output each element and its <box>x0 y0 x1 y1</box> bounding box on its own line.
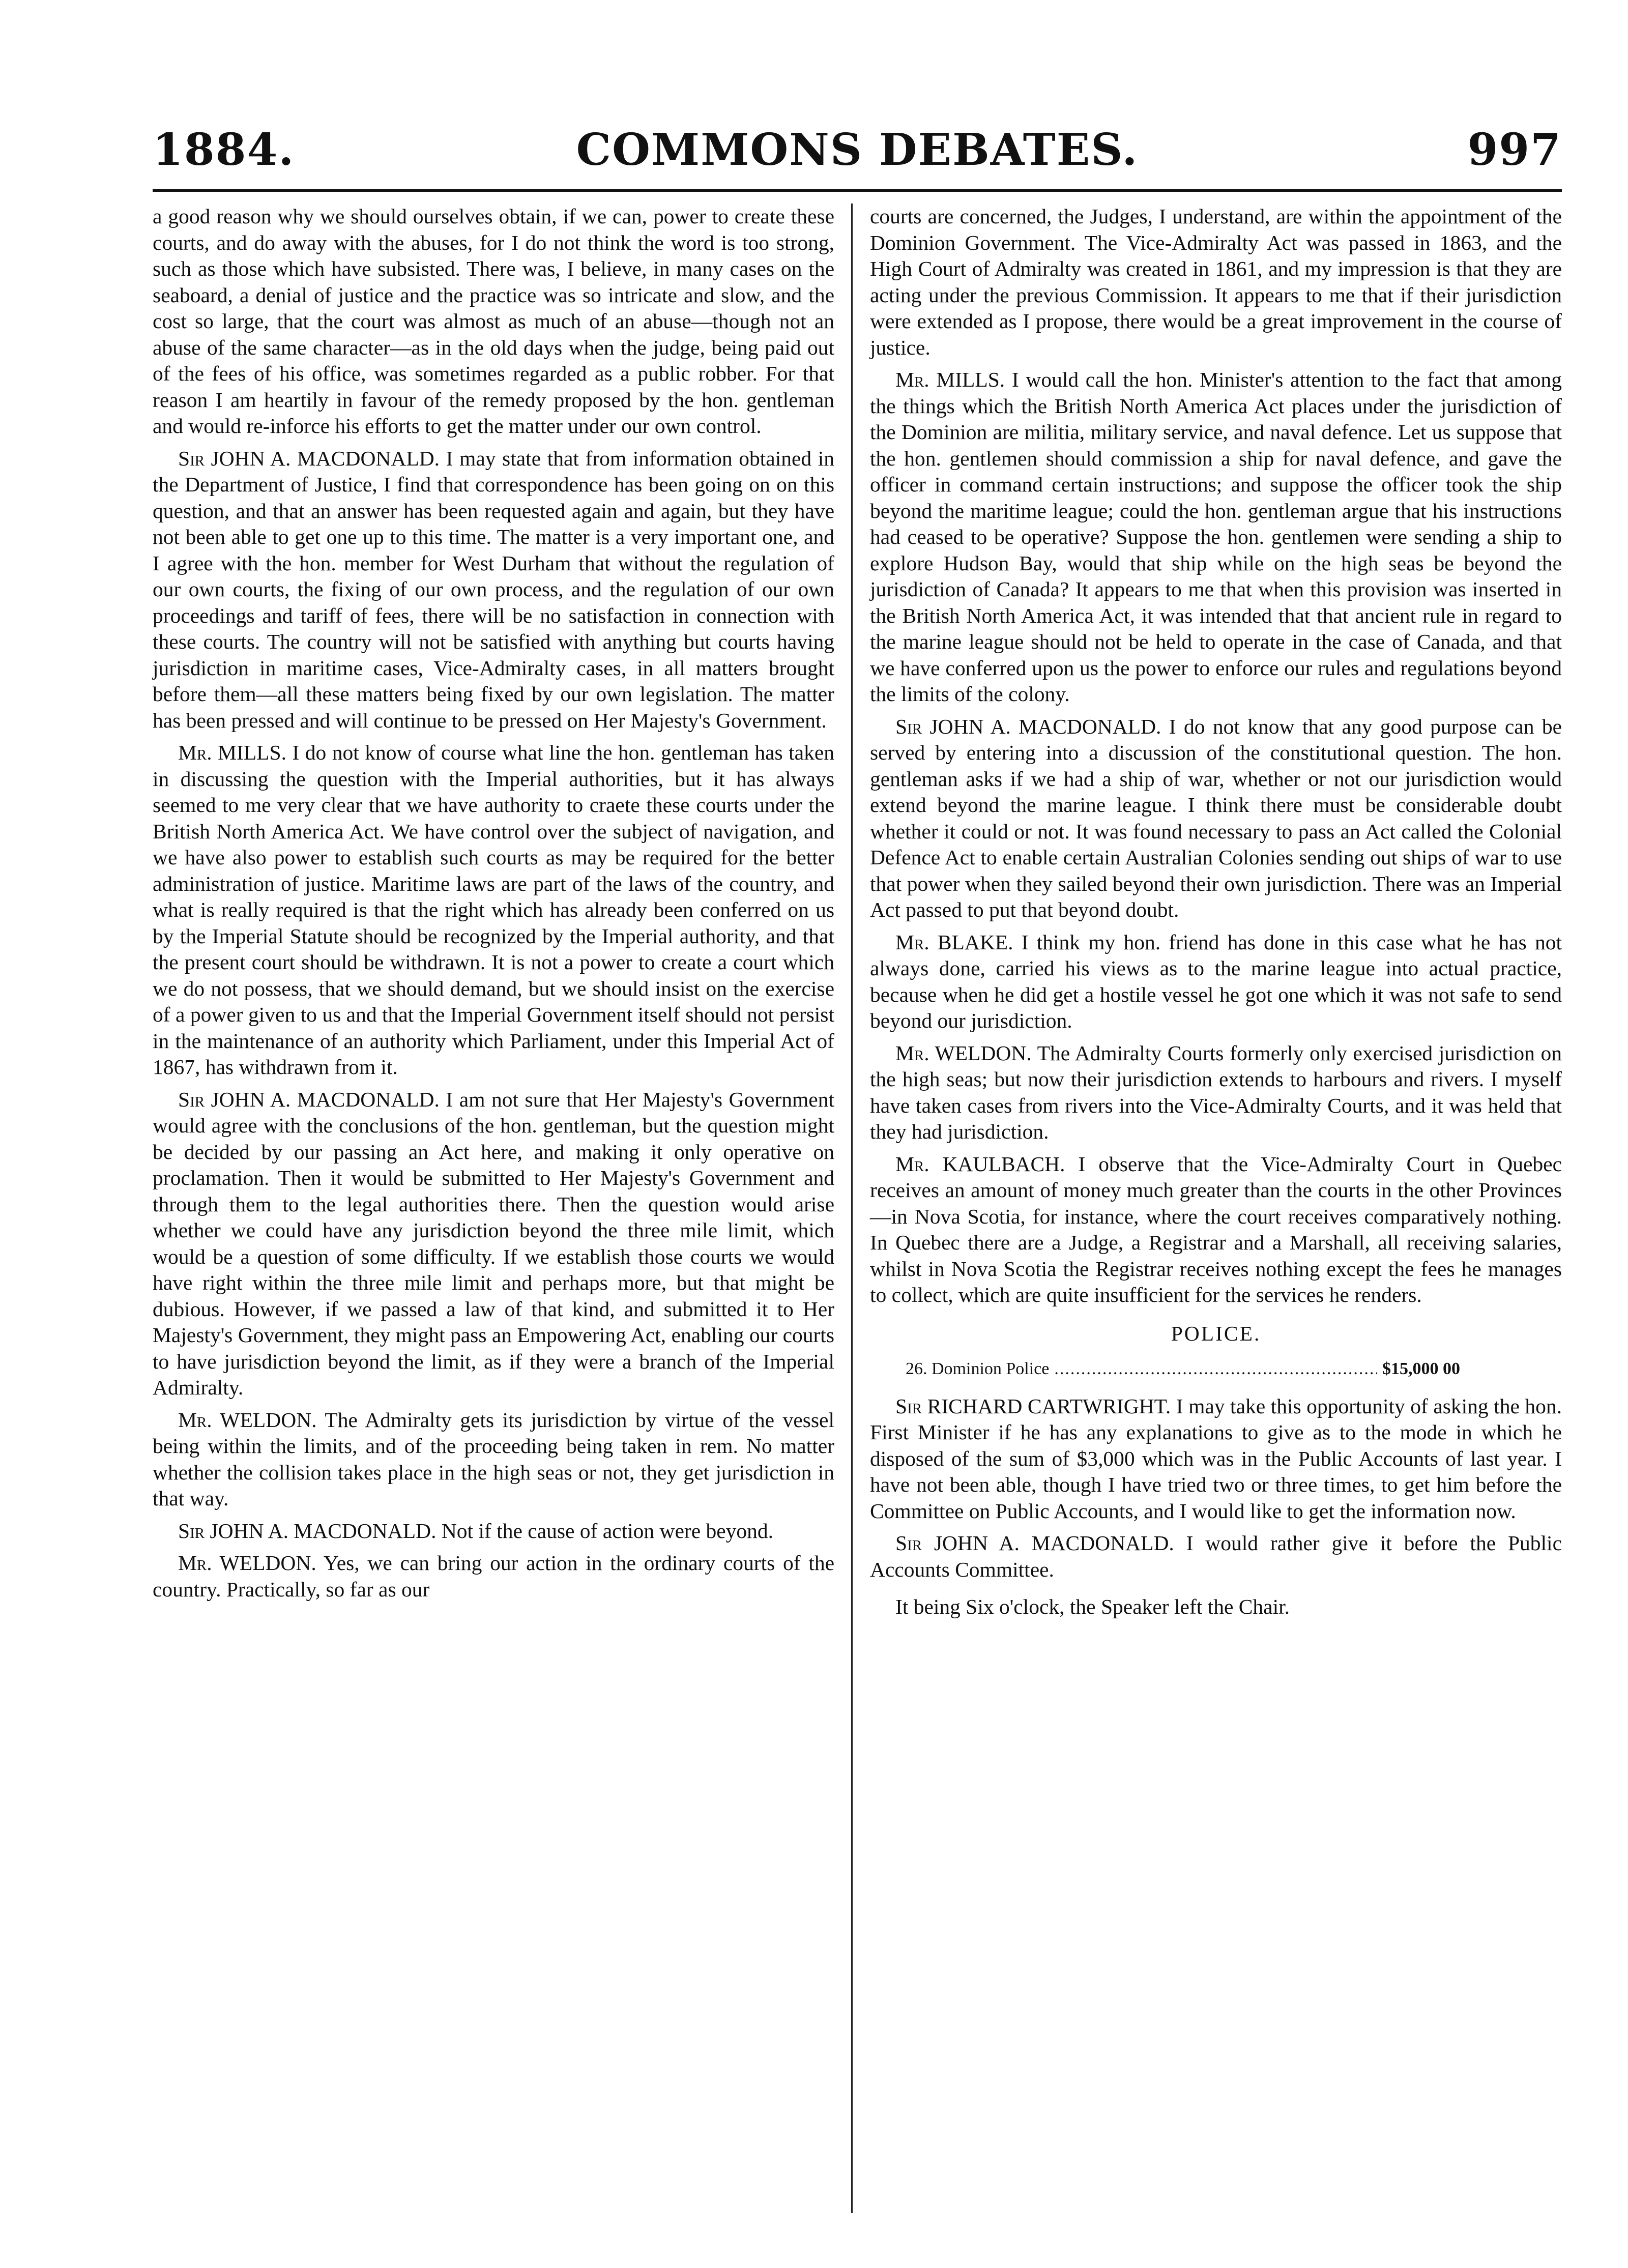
estimate-item <box>870 1356 1562 1382</box>
paragraph-text: The Admiralty gets its jurisdiction by virtue of the vessel being within the limits, and of the proceeding being taken in rem. No matter whether the collision takes place in the high seas or not, they get jurisdiction in that way. <box>153 1408 834 1510</box>
header-page-number: 997 <box>1467 124 1562 176</box>
paragraph-text: I do not know that any good purpose can be served by entering into a discussion of the constitutional question. The hon. gentleman asks if we had a ship of war, whether or not our jurisdiction would extend beyond the marine league. I think there must be considerable doubt whether it could or not. It was found necessary to pass an Act called the Colonial Defence Act to enable certain Australian Colonies sending out ships of war to use that power when they sailed beyond their own jurisdiction. There was an Imperial Act passed to put that beyond doubt. <box>870 714 1562 921</box>
paragraph-text: I do not know of course what line the hon. gentleman has taken in discussing the question with the Imperial authorities, but it has always seemed to me very clear that we have authority to craete these courts under the British North America Act. We have control over the subject of navigation, and we have also power to establish such courts as may be required for the better administration of justice. Maritime laws are part of the laws of the country, and what is really required is that the right which has already been conferred on us by the Imperial Statute should be recognized by the Imperial authority, and that the present court should be withdrawn. It is not a power to create a court which we do not possess, that we should demand, but we should insist on the exercise of a power given to us and that the Imperial Government itself should not persist in the maintenance of an authority which Parliament, under this Imperial Act of 1867, has withdrawn from it. <box>153 741 834 1079</box>
header-year: 1884. <box>153 124 295 176</box>
paragraph <box>153 740 834 1081</box>
paragraph-text: a good reason why we should ourselves obtain, if we can, power to create these courts, and do away with the abuses, for I do not think the word is too strong, such as those which have subsisted. There was, I believe, in many cases on the seaboard, a denial of justice and the practice was so intricate and slow, and the cost so large, that the court was almost as much of an abuse—though not an abuse of the same character—as in the old days when the judge, being paid out of the fees of his office, was sometimes regarded as a public robber. For that reason I am heartily in favour of the remedy proposed by the hon. gentleman and would re-inforce his efforts to get the matter under our own control. <box>153 205 834 438</box>
speaker-name: Mr. BLAKE. <box>895 930 1013 954</box>
speaker-name: Sir JOHN A. MACDONALD. <box>178 1519 437 1543</box>
paragraph <box>870 929 1562 1034</box>
paragraph-text: I am not sure that Her Majesty's Government would agree with the conclusions of the hon. gentleman, but the question might be decided by our passing an Act here, and making it only operative on proclamation. Then it would be submitted to Her Majesty's Government and through them to the legal authorities there. Then the question would arise whether we could have any jurisdiction beyond the three mile limit, which would be a question of some difficulty. If we establish those courts we would have right within the three mile limit and perhaps more, but that might be dubious. However, if we passed a law of that kind, and submitted it to Her Majesty's Government, they might pass an Empowering Act, enabling our courts to have jurisdiction beyond the limit, as if they were a branch of the Imperial Admiralty. <box>153 1087 834 1399</box>
speaker-name: Mr. KAULBACH. <box>895 1152 1065 1176</box>
paragraph <box>153 1550 834 1603</box>
speaker-name: Mr. MILLS. <box>178 741 286 764</box>
speaker-name: Sir JOHN A. MACDONALD. <box>895 1531 1174 1555</box>
estimate-item-label: 26. Dominion Police <box>906 1359 1050 1378</box>
speaker-name: Mr. WELDON. <box>178 1408 317 1432</box>
paragraph-text: Yes, we can bring our action in the ordinary courts of the country. Practically, so far as our <box>153 1551 834 1601</box>
estimate-item-amount: $15,000 00 <box>1382 1359 1460 1378</box>
paragraph-text: I may state that from information obtained in the Department of Justice, I find that correspondence has been going on on this question, and that an answer has been requested again and again, but they have not been able to get one up to this time. The matter is a very important one, and I agree with the hon. member for West Durham that without the regulation of our own courts, the fixing of our own process, and the regulation of our own proceedings and tariff of fees, there will be no satisfaction in connection with these courts. The country will not be satisfied with anything but courts having jurisdiction in maritime cases, Vice-Admiralty cases, in all matters brought before them—all these matters being fixed by our own legislation. The matter has been pressed and will continue to be pressed on Her Majesty's Government. <box>153 446 835 732</box>
paragraph-text: The Admiralty Courts formerly only exercised jurisdiction on the high seas; but now their jurisdiction extends to harbours and rivers. I myself have taken cases from rivers into the Vice-Admiralty Courts, and it was held that they had jurisdiction. <box>870 1041 1562 1143</box>
speaker-name: Sir RICHARD CARTWRIGHT. <box>895 1394 1171 1418</box>
paragraph <box>870 714 1562 923</box>
column-divider <box>851 203 853 2213</box>
paragraph-text: I would call the hon. Minister's attention to the fact that among the things which the British North America Act places under the jurisdiction of the Dominion are militia, military service, and naval defence. Let us suppose that the hon. gentlemen should commission a ship for naval defence, and gave the officer in command certain instructions; and suppose the officer took the ship beyond the maritime league; could the hon. gentleman argue that his instructions had ceased to be operative? Suppose the hon. gentlemen were sending a ship to explore Hudson Bay, would that ship while on the high seas be beyond the jurisdiction of Canada? It appears to me that when this provision was inserted in the British North America Act, it was intended that that ancient rule in regard to the marine league should not be held to operate in the case of Canada, and that we have conferred upon us the power to enforce our rules and regulations beyond the limits of the colony. <box>870 368 1562 706</box>
header-title: COMMONS DEBATES. <box>576 124 1139 176</box>
paragraph-text: I observe that the Vice-Admiralty Court in Quebec receives an amount of money much greater than the courts in the other Provinces—in Nova Scotia, for instance, where the court receives comparatively nothing. In Quebec there are a Judge, a Registrar and a Marshall, all receiving salaries, whilst in Nova Scotia the Registrar receives nothing except the fees he manages to collect, which are quite insufficient for the services he renders. <box>870 1152 1562 1306</box>
section-title: POLICE. <box>1171 1321 1261 1345</box>
paragraph-text: I would rather give it before the Public Accounts Committee. <box>870 1531 1562 1581</box>
paragraph <box>153 203 834 440</box>
paragraph-text: I think my hon. friend has done in this case what he has not always done, carried his views as to the marine league into actual practice, because when he did get a hostile vessel he got one which it was not safe to send beyond our jurisdiction. <box>870 930 1562 1032</box>
paragraph <box>153 1087 834 1401</box>
paragraph-text: Not if the cause of action were beyond. <box>436 1519 774 1543</box>
closing-stage-direction: It being Six o'clock, the Speaker left the Chair. <box>895 1595 1290 1618</box>
paragraph <box>870 203 1562 361</box>
header-rule <box>153 189 1562 192</box>
paragraph <box>870 367 1562 708</box>
paragraph <box>870 1393 1562 1525</box>
speaker-name: Sir JOHN A. MACDONALD. <box>178 446 440 470</box>
leader-dots <box>1054 1356 1377 1382</box>
page-header <box>153 122 1562 178</box>
right-column <box>870 203 1562 1626</box>
speaker-name: Sir JOHN A. MACDONALD. <box>178 1087 440 1111</box>
paragraph <box>870 1530 1562 1583</box>
paragraph-text: I may take this opportunity of asking the hon. First Minister if he has any explanations to give as to the mode in which he disposed of the sum of $3,000 which was in the Public Accounts of last year. I have not been able, though I have tried two or three times, to get him before the Committee on Public Accounts, and I would like to get the information now. <box>870 1394 1562 1523</box>
paragraph <box>153 1407 834 1512</box>
speaker-name: Mr. WELDON. <box>895 1041 1032 1065</box>
speaker-name: Sir JOHN A. MACDONALD. <box>895 714 1161 738</box>
speaker-name: Mr. MILLS. <box>895 368 1005 391</box>
paragraph-text: courts are concerned, the Judges, I understand, are within the appointment of the Dominion Government. The Vice-Admiralty Act was passed in 1863, and the High Court of Admiralty was created in 1861, and my impression is that they are acting under the previous Commission. It appears to me that if their jurisdiction were extended as I propose, there would be a great improvement in the course of justice. <box>870 205 1562 359</box>
left-column <box>153 203 834 1609</box>
paragraph <box>153 446 834 734</box>
speaker-name: Mr. WELDON. <box>178 1551 316 1575</box>
paragraph <box>153 1518 834 1545</box>
paragraph <box>870 1151 1562 1309</box>
paragraph <box>870 1040 1562 1145</box>
